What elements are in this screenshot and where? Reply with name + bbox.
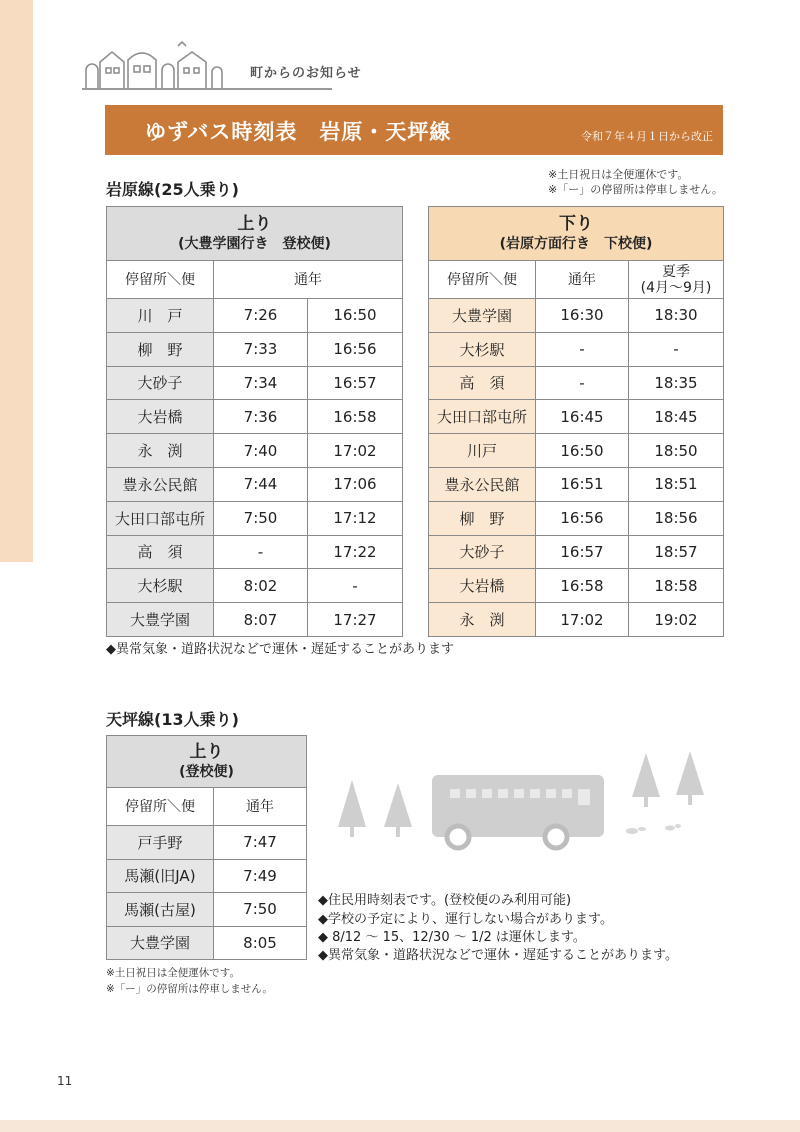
time-cell: 16:50: [308, 299, 403, 333]
time-cell: -: [536, 366, 629, 400]
table-row: [107, 826, 307, 860]
stop-name-cell: 大岩橋: [107, 400, 214, 434]
table-row: [107, 366, 403, 400]
header-label: 町からのお知らせ: [250, 66, 362, 81]
table-row: [107, 332, 403, 366]
table-row: [107, 926, 307, 960]
iwahara-up-table: [106, 206, 403, 637]
time-cell: 18:50: [629, 434, 724, 468]
table-row: [429, 400, 724, 434]
table-row: [429, 569, 724, 603]
tree-icon: [632, 753, 660, 797]
stop-name-cell: 大砂子: [107, 366, 214, 400]
iwahara-down-heading: [429, 207, 724, 261]
time-cell: 16:50: [536, 434, 629, 468]
iwahara-up-heading-sub: (大豊学園行き 登校便): [178, 235, 331, 252]
stop-name-cell: 大田口部屯所: [107, 501, 214, 535]
amatsubo-note-3: ◆ 8/12 〜 15、12/30 〜 1/2 は運休します。: [318, 930, 586, 945]
table-row: [107, 434, 403, 468]
header-divider: [82, 88, 332, 90]
stop-name-cell: 大砂子: [429, 535, 536, 569]
time-cell: 7:40: [214, 434, 308, 468]
stop-name-cell: 馬瀬(古屋): [107, 893, 214, 927]
stop-name-cell: 大豊学園: [429, 299, 536, 333]
table-row: [107, 569, 403, 603]
time-cell: 18:58: [629, 569, 724, 603]
table-row: [429, 366, 724, 400]
table-row: [107, 603, 403, 637]
table-row: [107, 859, 307, 893]
iwahara-down-heading-main: 下り: [559, 213, 593, 234]
time-cell: 16:56: [536, 501, 629, 535]
time-cell: -: [536, 332, 629, 366]
time-cell: 18:45: [629, 400, 724, 434]
time-cell: 7:26: [214, 299, 308, 333]
stop-name-cell: 戸手野: [107, 826, 214, 860]
amatsubo-section-title: 天坪線(13人乗り): [106, 710, 239, 729]
table-row: [107, 535, 403, 569]
iwahara-up-heading-main: 上り: [237, 213, 272, 234]
amatsubo-note-1: ◆住民用時刻表です。(登校便のみ利用可能): [318, 893, 572, 908]
time-cell: 18:30: [629, 299, 724, 333]
time-cell: 7:44: [214, 467, 308, 501]
side-accent-band: [0, 0, 33, 562]
stop-name-cell: 柳 野: [429, 501, 536, 535]
stop-name-cell: 大岩橋: [429, 569, 536, 603]
houses-illustration-icon: [82, 40, 252, 90]
time-cell: 7:47: [214, 826, 307, 860]
iwahara-down-heading-sub: (岩原方面行き 下校便): [499, 235, 653, 252]
note-dash: ※「ー」の停留所は停車しません。: [548, 183, 723, 196]
time-cell: -: [214, 535, 308, 569]
column-header-period: 通年: [536, 261, 629, 299]
amatsubo-note-2: ◆学校の予定により、運行しない場合があります。: [318, 912, 613, 927]
amatsubo-note-weekend: ※土日祝日は全便運休です。: [106, 967, 240, 979]
table-row: [107, 299, 403, 333]
page-title: ゆずバス時刻表 岩原・天坪線: [145, 120, 452, 144]
stop-name-cell: 川戸: [429, 434, 536, 468]
table-row: [429, 299, 724, 333]
time-cell: 17:22: [308, 535, 403, 569]
time-cell: 17:06: [308, 467, 403, 501]
time-cell: 8:05: [214, 926, 307, 960]
page-number: 11: [57, 1074, 73, 1088]
column-header-stop: 停留所＼便: [429, 261, 536, 299]
time-cell: 7:33: [214, 332, 308, 366]
stop-name-cell: 馬瀬(旧JA): [107, 859, 214, 893]
column-header-period: 通年: [214, 788, 307, 826]
table-row: [429, 535, 724, 569]
column-header-summer: [629, 261, 724, 299]
table-row: [107, 400, 403, 434]
column-header-period: 通年: [214, 261, 403, 299]
revision-date: 令和７年４月１日から改正: [581, 130, 713, 143]
table-row: [429, 603, 724, 637]
table-row: [429, 434, 724, 468]
summer-range: (4月〜9月): [640, 279, 712, 296]
iwahara-section-title: 岩原線(25人乗り): [106, 180, 239, 199]
stop-name-cell: 高 須: [107, 535, 214, 569]
time-cell: 17:02: [536, 603, 629, 637]
section-header: [82, 40, 382, 92]
stop-name-cell: 大杉駅: [429, 332, 536, 366]
title-banner: [105, 105, 723, 155]
iwahara-note: ◆異常気象・道路状況などで運休・遅延することがあります: [106, 642, 454, 657]
stop-name-cell: 大田口部屯所: [429, 400, 536, 434]
amatsubo-note-dash: ※「ー」の停留所は停車しません。: [106, 983, 273, 995]
table-row: [107, 467, 403, 501]
time-cell: 7:50: [214, 501, 308, 535]
tree-icon: [384, 783, 412, 827]
stop-name-cell: 川 戸: [107, 299, 214, 333]
stop-name-cell: 豊永公民館: [429, 467, 536, 501]
time-cell: 17:02: [308, 434, 403, 468]
tree-icon: [338, 780, 366, 827]
time-cell: 16:58: [536, 569, 629, 603]
time-cell: 8:02: [214, 569, 308, 603]
bus-illustration-icon: [330, 745, 720, 855]
table-row: [429, 501, 724, 535]
time-cell: 16:51: [536, 467, 629, 501]
amatsubo-up-heading: [107, 736, 307, 788]
time-cell: 7:36: [214, 400, 308, 434]
table-row: [107, 501, 403, 535]
time-cell: 7:34: [214, 366, 308, 400]
amatsubo-up-heading-main: 上り: [189, 741, 224, 762]
time-cell: 17:12: [308, 501, 403, 535]
stop-name-cell: 高 須: [429, 366, 536, 400]
time-cell: 16:57: [308, 366, 403, 400]
table-row: [429, 467, 724, 501]
time-cell: 18:35: [629, 366, 724, 400]
table-row: [429, 332, 724, 366]
tree-icon: [676, 751, 704, 795]
amatsubo-up-table: [106, 735, 307, 960]
stop-name-cell: 大豊学園: [107, 926, 214, 960]
amatsubo-up-heading-sub: (登校便): [179, 763, 234, 780]
time-cell: 16:56: [308, 332, 403, 366]
time-cell: -: [629, 332, 724, 366]
time-cell: 16:45: [536, 400, 629, 434]
stop-name-cell: 豊永公民館: [107, 467, 214, 501]
table-row: [107, 893, 307, 927]
time-cell: 16:57: [536, 535, 629, 569]
time-cell: 16:30: [536, 299, 629, 333]
time-cell: 16:58: [308, 400, 403, 434]
time-cell: -: [308, 569, 403, 603]
iwahara-up-heading: [107, 207, 403, 261]
amatsubo-note-4: ◆異常気象・道路状況などで運休・遅延することがあります。: [318, 948, 678, 963]
summer-label: 夏季: [662, 263, 690, 280]
time-cell: 17:27: [308, 603, 403, 637]
stop-name-cell: 柳 野: [107, 332, 214, 366]
note-weekend: ※土日祝日は全便運休です。: [548, 168, 689, 181]
stop-name-cell: 永 渕: [107, 434, 214, 468]
time-cell: 18:57: [629, 535, 724, 569]
time-cell: 18:51: [629, 467, 724, 501]
iwahara-down-table: [428, 206, 724, 637]
time-cell: 7:50: [214, 893, 307, 927]
time-cell: 7:49: [214, 859, 307, 893]
bottom-band: [0, 1120, 800, 1132]
column-header-stop: 停留所＼便: [107, 261, 214, 299]
stop-name-cell: 永 渕: [429, 603, 536, 637]
column-header-stop: 停留所＼便: [107, 788, 214, 826]
time-cell: 19:02: [629, 603, 724, 637]
stop-name-cell: 大豊学園: [107, 603, 214, 637]
time-cell: 18:56: [629, 501, 724, 535]
stop-name-cell: 大杉駅: [107, 569, 214, 603]
time-cell: 8:07: [214, 603, 308, 637]
